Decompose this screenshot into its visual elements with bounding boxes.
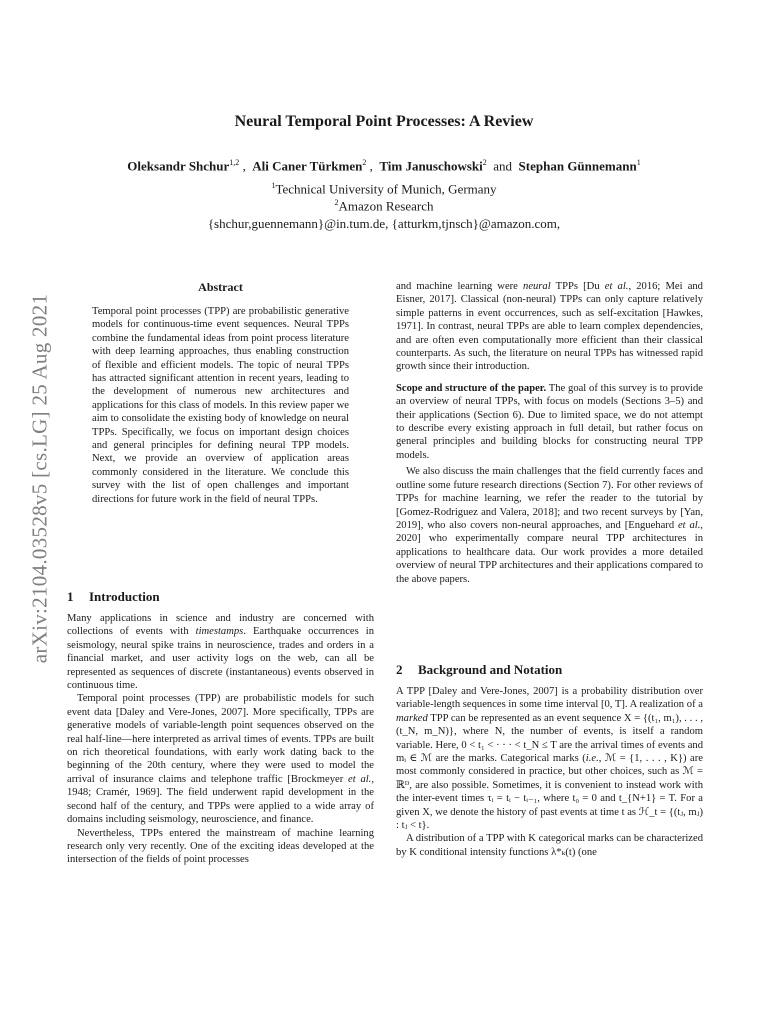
paragraph: and machine learning were neural TPPs [Du et al., 2016; Mei and Eisner, 2017]. Classical (non-neural) TPPs can only capture relatively simple patterns in event occurrences, such as self-excitation [Hawkes, 1971]. In contrast, neural TPPs are able to learn complex dependencies, and are often even computationally more efficient than their classical counterparts. As such, the literature on neural TPPs has witnessed rapid growth since their introduction.: [396, 281, 703, 373]
paragraph: A distribution of a TPP with K categorical marks can be characterized by K conditional intensity functions λ*ₖ(t) (one: [396, 833, 703, 858]
author-emails: {shchur,guennemann}@in.tum.de, {atturkm,tjnsch}@amazon.com,: [207, 216, 561, 231]
section-heading-background: 2 Background and Notation: [396, 662, 563, 677]
abstract-heading: Abstract: [198, 280, 243, 294]
author-name: Oleksandr Shchur: [127, 158, 230, 174]
paragraph: Many applications in science and industry are concerned with collections of events with timestamps. Earthquake occurrences in seismology, neural spike trains in neuroscience, trades and orders in a financial market, and user activity logs on the web, can all be represented as sequences of discrete (instantaneous) events observed in continuous time.: [67, 613, 374, 692]
arxiv-stamp: arXiv:2104.03528v5 [cs.LG] 25 Aug 2021: [27, 293, 52, 663]
right-column-body: [396, 280, 703, 586]
abstract-text: Temporal point processes (TPP) are probabilistic generative models for continuous-time event sequences. Neural TPPs combine the fundamental ideas from point process literature with deep learning approaches, thus enabling construction of flexible and efficient models. The topic of neural TPPs has attracted significant attention in recent years, leading to the development of numerous new architectures and applications for this class of models. In this review paper we aim to consolidate the existing body of knowledge on neural TPPs. Specifically, we focus on important design choices and general principles for defining neural TPP models. Next, we provide an overview of application areas commonly considered in the literature. We conclude this survey with the list of open challenges and important directions for future work in the field of neural TPPs.: [92, 306, 349, 505]
author-name: Stephan Günnemann: [518, 158, 637, 174]
paragraph: Temporal point processes (TPP) are probabilistic models for such event data [Daley and Vere-Jones, 2007]. More specifically, TPPs are generative models of variable-length point sequences observed on the real half-line—here interpreted as arrival times of events. TPPs are built on rich theoretical foundations, with early work dating back to the beginning of the 20th century, where they were used to model the arrival of insurance claims and telephone traffic [Brockmeyer et al., 1948; Cramér, 1969]. The field underwent rapid development in the second half of the century, and TPPs were applied to a wide array of domains including seismology, neuroscience, and finance.: [67, 693, 374, 826]
paragraph-scope: Scope and structure of the paper. The goal of this survey is to provide an overview of neural TPPs, with focus on models (Sections 3–5) and their applications (Section 6). Due to limited space, we do not attempt to describe every existing approach in full detail, but rather focus on general principles and building blocks for constructing neural TPP models.: [396, 382, 703, 461]
section-heading-introduction: 1 Introduction: [67, 589, 160, 604]
paper-title: Neural Temporal Point Processes: A Review: [234, 113, 534, 130]
affiliation-2: $^2$Amazon Research: [334, 198, 434, 214]
paragraph: Nevertheless, TPPs entered the mainstream of machine learning research only very recently. One of the exciting ideas developed at the intersection of the fields of point processes: [67, 827, 374, 866]
paragraph: A TPP [Daley and Vere-Jones, 2007] is a probability distribution over variable-length sequences in some time interval [0, T]. A realization of a marked TPP can be represented as an event sequence X = {(t₁, m₁), . . . , (t_N, m_N)}, where N, the number of events, is itself a random variable. Here, 0 < t₁ < · · · < t_N ≤ T are the arrival times of events and mᵢ ∈ ℳ are the marks. Categorical marks (i.e., ℳ = {1, . . . , K}) are most commonly considered in practice, but other choices, such as ℳ = ℝᴰ, are also possible. Sometimes, it is convenient to instead work with the inter-event times τᵢ = tᵢ − tᵢ₋₁, where t₀ = 0 and t_{N+1} = T. For a given X, we denote the history of past events at time t as ℋ_t = {(tⱼ, mⱼ) : tⱼ < t}.: [396, 686, 703, 832]
author-name: Tim Januschowski: [379, 158, 483, 174]
paragraph: We also discuss the main challenges that the field currently faces and outline some future research directions (Section 7). For other reviews of TPPs for machine learning, we refer the reader to the tutorial by [Gomez-Rodriguez and Valera, 2018]; and two recent surveys by [Yan, 2019], who also covers non-neural approaches, and [Enguehard et al., 2020] who experimentally compare neural TPP architectures in applications to healthcare data. Our work provides a more detailed overview of neural TPP architectures and their applications compared to the above papers.: [396, 466, 704, 585]
introduction-body: [67, 612, 374, 867]
background-body: [396, 685, 703, 859]
author-name: Ali Caner Türkmen: [252, 158, 363, 174]
affiliation-1: $^1$Technical University of Munich, Germany: [271, 181, 497, 197]
author-list: Oleksandr Shchur$^{1,2}$ , Ali Caner Türkmen$^2$ , Tim Januschowski$^2$ and Stephan Günnemann$^1$: [127, 158, 641, 174]
